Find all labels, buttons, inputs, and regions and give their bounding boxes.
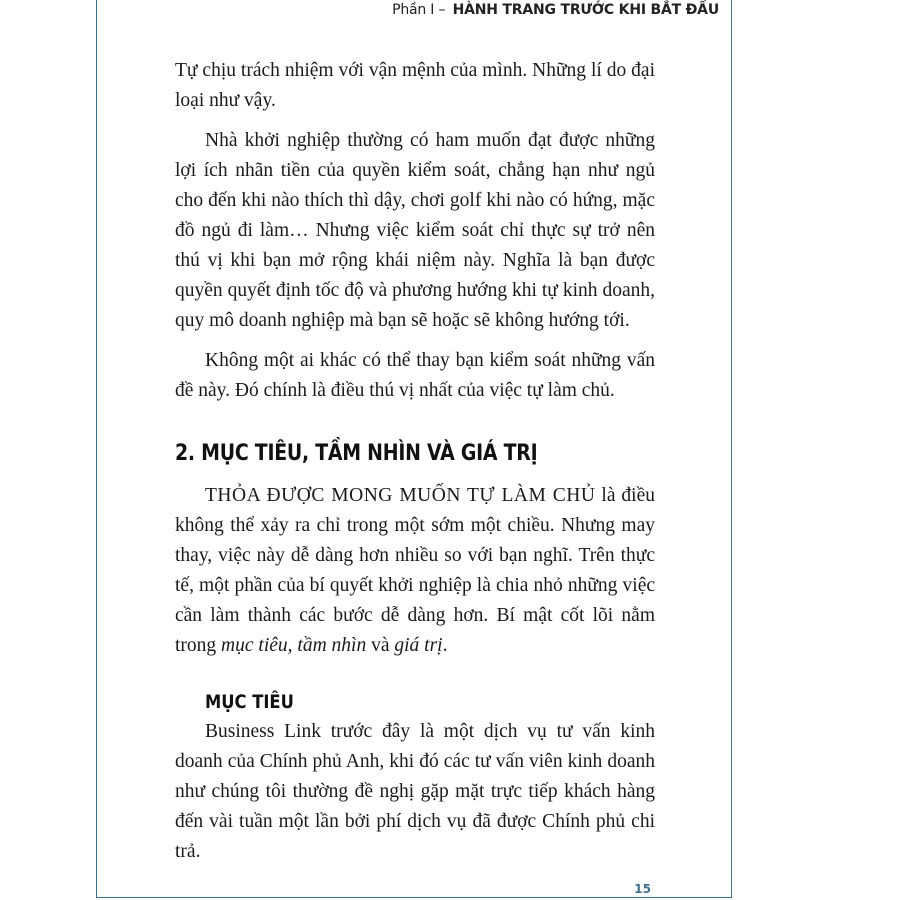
chapter-title: HÀNH TRANG TRƯỚC KHI BẮT ĐẦU (452, 2, 719, 18)
emphasis-values: giá trị (394, 635, 443, 656)
running-header (392, 2, 719, 18)
paragraph-4 (175, 481, 655, 661)
emphasis-goals-vision: mục tiêu, tầm nhìn (221, 635, 367, 656)
paragraph-2: Nhà khởi nghiệp thường có ham muốn đạt được những lợi ích nhãn tiền của quyền kiểm soát, chẳng hạn như ngủ cho đến khi nào thích thì dậy, chơi golf khi nào có hứng, mặc đồ ngủ đi làm… Nhưng việc kiểm soát chỉ thực sự trở nên thú vị khi bạn mở rộng khái niệm này. Nghĩa là bạn được quyền quyết định tốc độ và phương hướng khi tự kinh doanh, quy mô doanh nghiệp mà bạn sẽ hoặc sẽ không hướng tới. (175, 130, 655, 331)
page-number: 15 (634, 882, 651, 896)
paragraph-4-end: . (442, 635, 448, 656)
conjunction-text: và (366, 635, 395, 656)
page-content (175, 56, 655, 867)
sub-heading: MỤC TIÊU (205, 691, 294, 713)
paragraph-1: Tự chịu trách nhiệm với vận mệnh của mình. Những lí do đại loại như vậy. (175, 60, 655, 111)
lead-in-caps: THỎA ĐƯỢC MONG MUỐN TỰ LÀM CHỦ (205, 485, 596, 506)
paragraph-5: Business Link trước đây là một dịch vụ tư vấn kinh doanh của Chính phủ Anh, khi đó các tư vấn viên kinh doanh như chúng tôi thường đề nghị gặp mặt trực tiếp khách hàng đến vài tuần một lần bởi phí dịch vụ đã được Chính phủ chi trả. (175, 721, 655, 862)
section-heading: 2. MỤC TIÊU, TẦM NHÌN VÀ GIÁ TRỊ (175, 441, 538, 466)
part-label: Phần I – (392, 2, 446, 18)
book-page (96, 0, 732, 898)
paragraph-3: Không một ai khác có thể thay bạn kiểm soát những vấn đề này. Đó chính là điều thú vị nhất của việc tự làm chủ. (175, 350, 655, 401)
paragraph-4-text: là điều không thể xảy ra chỉ trong một sớm một chiều. Nhưng may thay, việc này dễ dàng hơn nhiều so với bạn nghĩ. Trên thực tế, một phần của bí quyết khởi nghiệp là chia nhỏ những việc cần làm thành các bước dễ dàng hơn. Bí mật cốt lõi nằm trong (175, 485, 655, 656)
